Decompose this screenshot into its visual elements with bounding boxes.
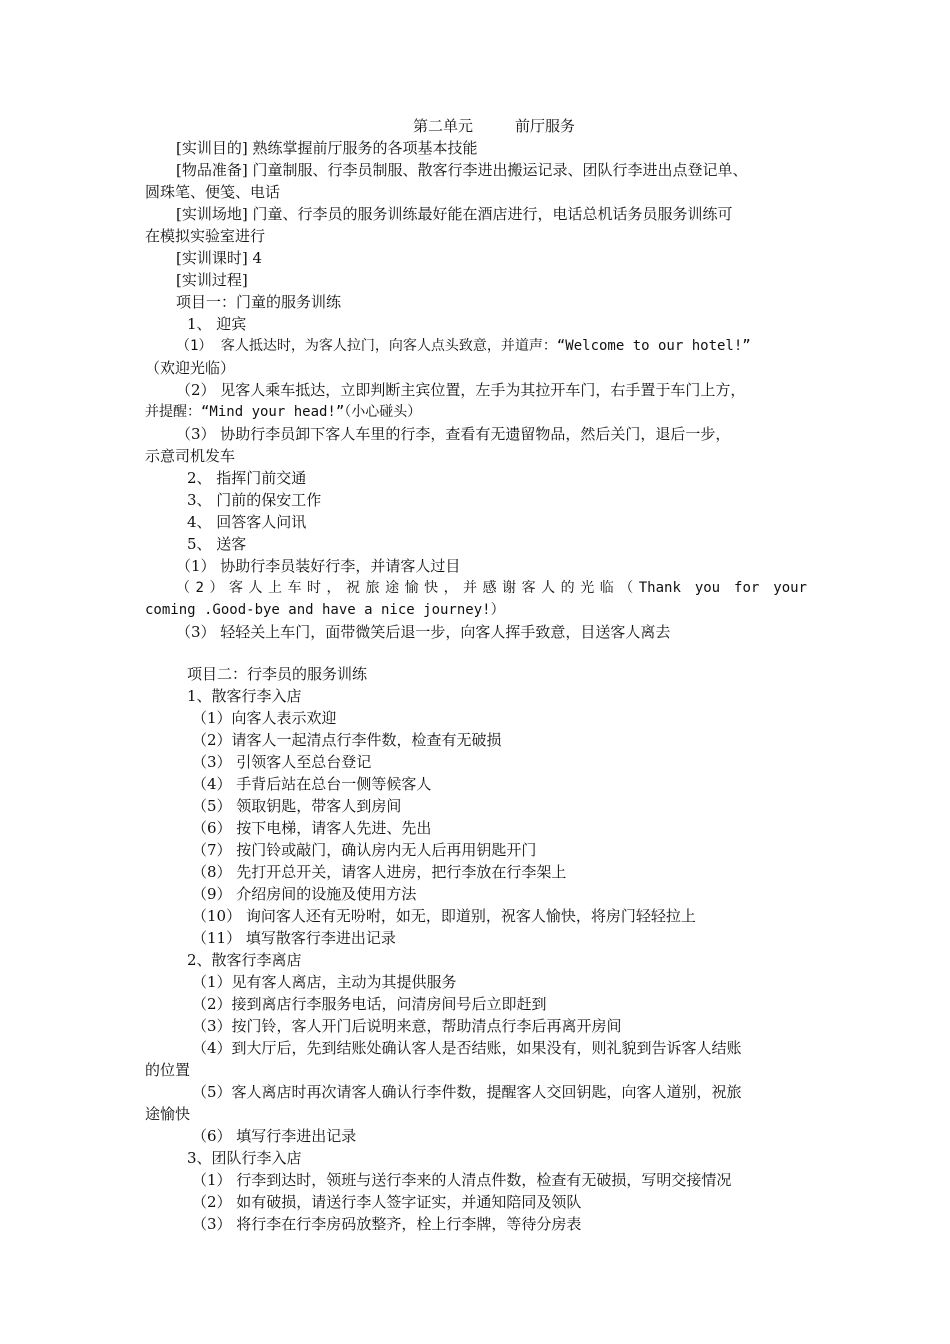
list-item-cont: 并提醒：“Mind your head!”（小心碰头） xyxy=(145,404,422,420)
list-item: 3、 门前的保安工作 xyxy=(187,491,322,509)
list-item: （1） 行李到达时，领班与送行李来的人清点件数，检查有无破损，写明交接情况 xyxy=(192,1171,732,1189)
project-two-heading: 项目二：行李员的服务训练 xyxy=(187,665,368,683)
list-item: 3、团队行李入店 xyxy=(187,1149,302,1167)
list-item: （2）接到离店行李服务电话，问清房间号后立即赶到 xyxy=(192,995,547,1013)
list-item: （11） 填写散客行李进出记录 xyxy=(192,929,396,947)
unit-name: 前厅服务 xyxy=(515,117,576,135)
list-item: （5）客人离店时再次请客人确认行李件数，提醒客人交回钥匙，向客人道别，祝旅 xyxy=(192,1083,742,1101)
list-item: （1） 客人抵达时，为客人拉门，向客人点头致意，并道声：“Welcome to our hotel!” xyxy=(176,338,751,354)
project-one-heading: 项目一：门童的服务训练 xyxy=(176,293,342,311)
list-item-cont: （欢迎光临） xyxy=(145,359,236,377)
list-item: （2）请客人一起清点行李件数，检查有无破损 xyxy=(192,731,502,749)
list-item: （3） 引领客人至总台登记 xyxy=(192,753,372,771)
process-heading: [实训过程] xyxy=(176,271,248,289)
list-item: 1、 迎宾 xyxy=(187,315,247,333)
list-item: （9） 介绍房间的设施及使用方法 xyxy=(192,885,417,903)
list-item: （2）客人上车时，祝旅途愉快，并感谢客人的光临（Thank you for your xyxy=(176,580,807,596)
list-item: （4） 手背后站在总台一侧等候客人 xyxy=(192,775,432,793)
list-item: （1）向客人表示欢迎 xyxy=(192,709,337,727)
list-item: （3） 协助行李员卸下客人车里的行李，查看有无遗留物品，然后关门，退后一步， xyxy=(176,425,731,443)
venue-line-cont: 在模拟实验室进行 xyxy=(145,227,266,245)
list-item: （3） 轻轻关上车门，面带微笑后退一步，向客人挥手致意，目送客人离去 xyxy=(176,623,671,641)
list-item: （2） 如有破损，请送行李人签字证实，并通知陪同及领队 xyxy=(192,1193,582,1211)
venue-line: [实训场地] 门童、行李员的服务训练最好能在酒店进行，电话总机话务员服务训练可 xyxy=(176,205,733,223)
list-item-cont: 途愉快 xyxy=(145,1105,191,1123)
list-item-cont: 示意司机发车 xyxy=(145,447,236,465)
materials-line-cont: 圆珠笔、便笺、电话 xyxy=(145,183,281,201)
class-hours: [实训课时] 4 xyxy=(176,249,263,267)
list-item-cont: coming .Good-bye and have a nice journey!） xyxy=(145,602,505,618)
list-item: （5） 领取钥匙，带客人到房间 xyxy=(192,797,402,815)
list-item: （1）见有客人离店，主动为其提供服务 xyxy=(192,973,457,991)
list-item: 2、 指挥门前交通 xyxy=(187,469,307,487)
list-item: 5、 送客 xyxy=(187,535,247,553)
list-item-cont: 的位置 xyxy=(145,1061,191,1079)
list-item: （2） 见客人乘车抵达，立即判断主宾位置，左手为其拉开车门，右手置于车门上方， xyxy=(176,381,746,399)
list-item: （6） 填写行李进出记录 xyxy=(192,1127,357,1145)
list-item: （6） 按下电梯，请客人先进、先出 xyxy=(192,819,432,837)
list-item: 2、散客行李离店 xyxy=(187,951,302,969)
materials-line: [物品准备] 门童制服、行李员制服、散客行李进出搬运记录、团队行李进出点登记单、 xyxy=(176,161,748,179)
list-item: （1） 协助行李员装好行李，并请客人过目 xyxy=(176,557,461,575)
list-item: （3）按门铃，客人开门后说明来意，帮助清点行李后再离开房间 xyxy=(192,1017,622,1035)
list-item: （8） 先打开总开关，请客人进房，把行李放在行李架上 xyxy=(192,863,567,881)
list-item: （3） 将行李在行李房码放整齐，栓上行李牌，等待分房表 xyxy=(192,1215,582,1233)
list-item: （10） 询问客人还有无吩咐，如无，即道别，祝客人愉快，将房门轻轻拉上 xyxy=(192,907,696,925)
unit-title xyxy=(0,115,950,137)
training-goal: [实训目的] 熟练掌握前厅服务的各项基本技能 xyxy=(176,139,478,157)
list-item: （4）到大厅后，先到结账处确认客人是否结账，如果没有，则礼貌到告诉客人结账 xyxy=(192,1039,742,1057)
unit-number: 第二单元 xyxy=(413,117,474,135)
list-item: 4、 回答客人问讯 xyxy=(187,513,307,531)
list-item: 1、散客行李入店 xyxy=(187,687,302,705)
list-item: （7） 按门铃或敲门，确认房内无人后再用钥匙开门 xyxy=(192,841,537,859)
